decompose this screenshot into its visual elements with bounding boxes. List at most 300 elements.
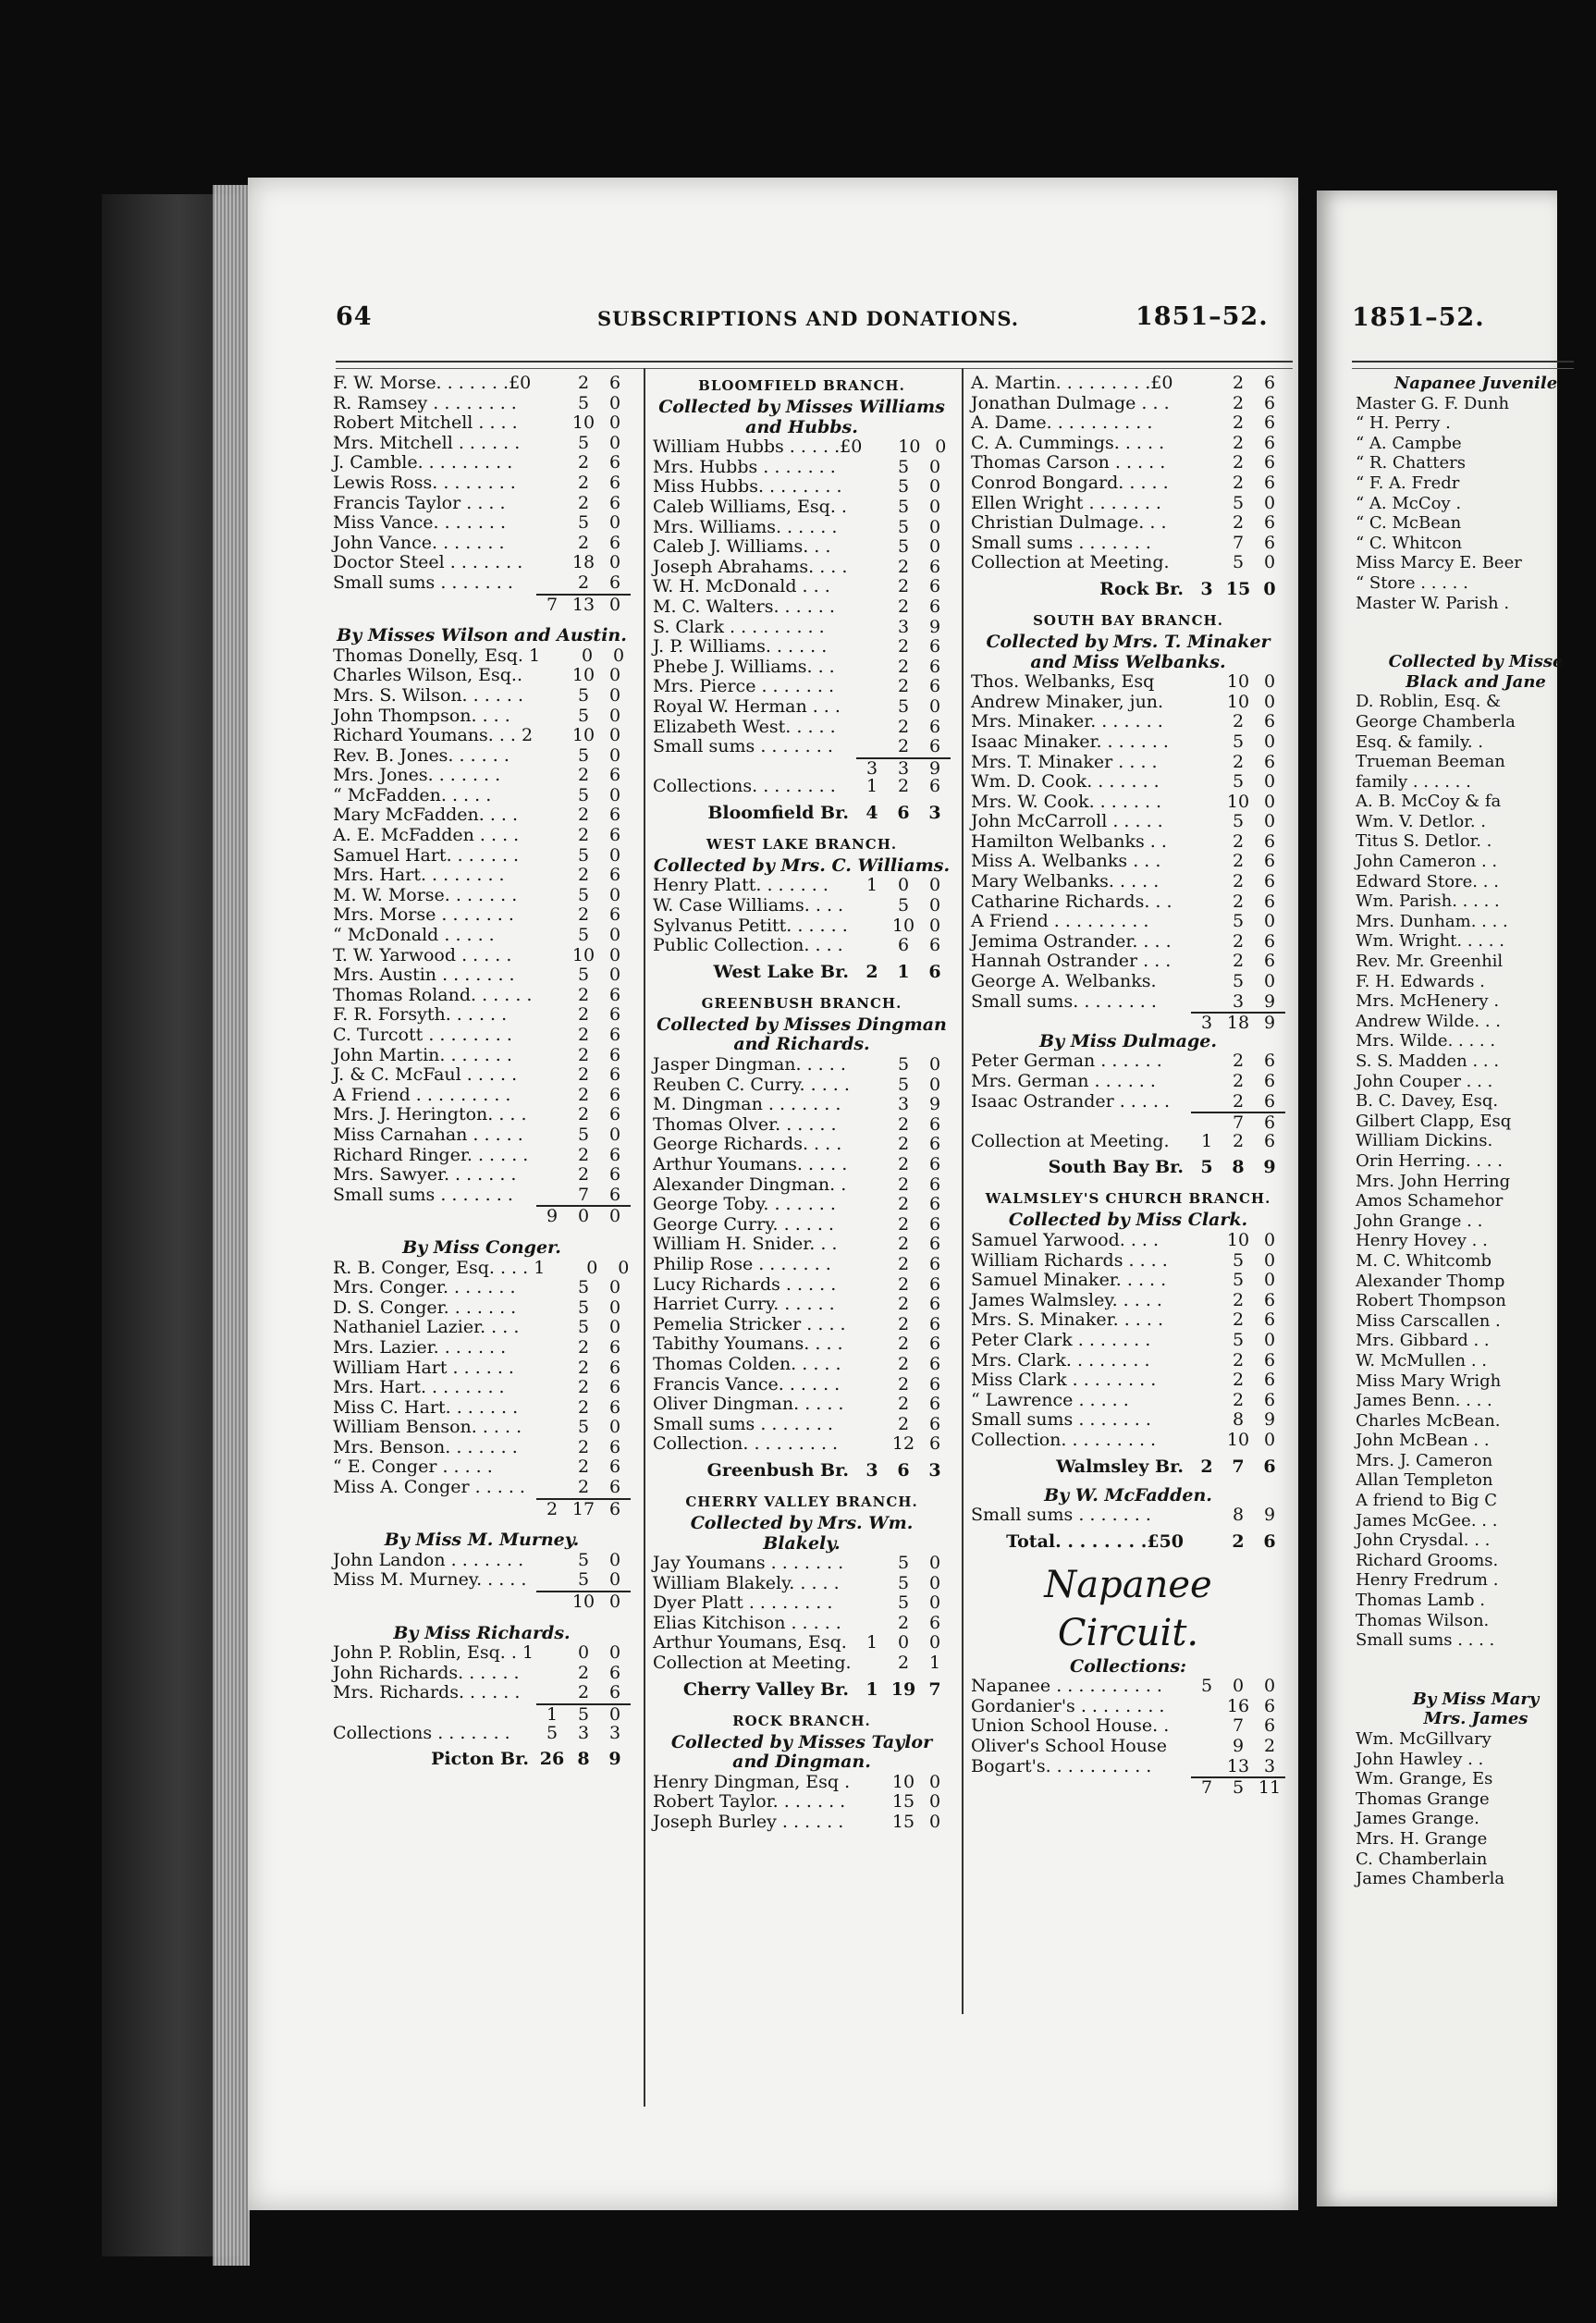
amount-cell: 3: [1200, 1013, 1213, 1034]
entry-name: Henry Platt. . . . . . .: [653, 875, 829, 896]
amount-cell: 7: [1232, 1112, 1245, 1134]
amount-cell: [856, 916, 888, 937]
amount: [536, 494, 631, 514]
subtotal-row: [333, 1205, 631, 1225]
amount: [1191, 453, 1285, 473]
amount-cell: 2: [1232, 1130, 1245, 1151]
amount-cell: [1191, 1431, 1222, 1451]
entry-name: Reuben C. Curry. . . . .: [653, 1074, 850, 1095]
amount-cell: 0: [608, 884, 621, 905]
amount-cell: 10: [1226, 1229, 1250, 1250]
amount-cell: 5: [1232, 971, 1245, 992]
entry-name: Thomas Wilson.: [1356, 1610, 1490, 1630]
entry-name: Collection. . . . . . . . .: [653, 1433, 839, 1455]
collector-heading: Collections:: [1069, 1655, 1187, 1677]
entry-row: [971, 1251, 1285, 1272]
amount-cell: 5: [1232, 552, 1245, 573]
amount-cell: 6: [1263, 392, 1276, 413]
entry-name: A. Dame. . . . . . . . . .: [971, 412, 1153, 434]
entry-row: [333, 513, 631, 534]
amount-cell: 6: [608, 452, 621, 473]
amount-cell: 4: [866, 802, 878, 823]
entry-name: Greenbush Br.: [706, 1459, 849, 1481]
amount: [1191, 413, 1285, 434]
amount-cell: 2: [897, 716, 910, 737]
entry-row: [333, 534, 631, 554]
amount-cell: 15: [891, 1791, 915, 1813]
entry-name: John McBean . .: [1356, 1431, 1490, 1451]
amount: [536, 553, 631, 573]
entry-name: A Friend . . . . . . . . .: [333, 1084, 511, 1105]
entry-name: Small sums . . . . . . .: [971, 1409, 1151, 1431]
amount-cell: [536, 534, 568, 554]
amount: [1191, 793, 1285, 813]
amount: [1191, 952, 1285, 972]
amount-cell: 0: [928, 1791, 941, 1813]
entry-name: Richard Ringer. . . . . .: [333, 1144, 529, 1165]
amount-cell: 2: [897, 1353, 910, 1374]
entry-name: Miss A. Welbanks . . .: [971, 851, 1161, 872]
amount-cell: 6: [608, 1498, 621, 1519]
list-item: [1356, 513, 1596, 534]
entry-name: Mrs. S. Wilson. . . . . .: [333, 684, 523, 706]
amount-cell: 2: [897, 676, 910, 697]
entry-row: [653, 1055, 951, 1075]
amount-cell: 6: [1263, 1289, 1276, 1310]
entry-row: [333, 553, 631, 573]
amount-cell: 6: [608, 1456, 621, 1478]
amount-cell: 6: [608, 1164, 621, 1186]
entry-name: Hannah Ostrander . . .: [971, 951, 1172, 972]
amount-cell: [540, 646, 571, 667]
spacer: [1356, 1651, 1596, 1664]
entry-name: Royal W. Herman . . .: [653, 695, 841, 717]
entry-name: Mary McFadden. . . .: [333, 805, 519, 826]
amount-cell: [536, 1358, 568, 1379]
amount: [1191, 1370, 1285, 1391]
entry-row: [971, 712, 1285, 732]
entry-row: [971, 1677, 1285, 1697]
amount: [856, 1455, 951, 1486]
amount-cell: 0: [608, 1549, 621, 1570]
amount-cell: [1191, 1370, 1222, 1391]
amount: [536, 726, 631, 746]
amount-cell: [856, 1135, 888, 1155]
amount-cell: [536, 1338, 568, 1358]
entry-name: Robert Mitchell . . . .: [333, 412, 518, 434]
entry-name: [971, 1776, 1191, 1797]
list-item: [1356, 1151, 1596, 1172]
list-item: [1356, 1611, 1596, 1631]
entry-row: [971, 553, 1285, 573]
entry-row: [971, 1370, 1285, 1391]
collector-heading: By Miss Mary: [1412, 1689, 1540, 1709]
entry-row: [653, 1614, 951, 1634]
list-item: [1356, 534, 1596, 554]
amount-cell: 6: [1263, 930, 1276, 952]
subtotal-row: [971, 1776, 1285, 1797]
entry-row: [333, 453, 631, 473]
entry-name: Mrs. Hart. . . . . . . .: [333, 1377, 505, 1398]
collector-heading: By Misses Wilson and Austin.: [337, 625, 627, 646]
amount-cell: [536, 1298, 568, 1319]
amount-cell: 0: [1263, 791, 1276, 812]
amount-cell: [1191, 453, 1222, 473]
amount-cell: 6: [608, 1357, 621, 1378]
amount-cell: [536, 1643, 568, 1664]
entry-name: [333, 1205, 536, 1225]
entry-name: Conrod Bongard. . . . .: [971, 472, 1169, 493]
entry-row: [333, 1338, 631, 1358]
header-rule: [1352, 361, 1574, 369]
amount-cell: [1191, 693, 1222, 713]
entry-row: [971, 832, 1285, 853]
amount: [1191, 1677, 1285, 1697]
entry-name: Catharine Richards. . .: [971, 891, 1172, 912]
spacer: [1356, 626, 1596, 639]
list-item: [1356, 1729, 1596, 1750]
amount-cell: [1191, 1716, 1222, 1737]
amount-cell: 5: [577, 884, 590, 905]
amount-cell: [1191, 1051, 1222, 1072]
entry-name: George Curry. . . . . .: [653, 1213, 834, 1235]
list-item: [1356, 752, 1596, 772]
amount-cell: 6: [1263, 1130, 1276, 1151]
amount-cell: 6: [1263, 532, 1276, 553]
entry-row: [653, 658, 951, 678]
amount-cell: 10: [571, 1592, 595, 1613]
amount: [856, 1653, 951, 1674]
amount-cell: 6: [608, 1436, 621, 1457]
entry-row: [971, 434, 1285, 454]
amount-cell: 2: [577, 1104, 590, 1125]
amount-cell: 5: [577, 705, 590, 726]
entry-row: [653, 1792, 951, 1813]
amount-cell: [1191, 1331, 1222, 1351]
amount-cell: 2: [1232, 930, 1245, 952]
amount-cell: 3: [1200, 578, 1213, 599]
entry-name: Oliver Dingman. . . . .: [653, 1394, 844, 1415]
amount-cell: 2: [577, 1377, 590, 1398]
amount-cell: 3: [608, 1722, 621, 1743]
amount-cell: 0: [608, 1317, 621, 1338]
amount-cell: 2: [897, 1134, 910, 1155]
list-item: [1356, 1291, 1596, 1311]
amount: [1191, 1410, 1285, 1431]
amount: [856, 1275, 951, 1296]
amount-cell: 2: [1232, 412, 1245, 434]
amount-cell: 2: [577, 825, 590, 846]
amount-cell: 6: [1263, 412, 1276, 434]
branch-total-row: [653, 956, 951, 988]
amount: [536, 1643, 631, 1664]
amount-cell: 6: [608, 984, 621, 1005]
amount-cell: 2: [577, 1025, 590, 1045]
amount: [856, 737, 951, 757]
amount: [856, 1674, 951, 1705]
branch-total-row: [653, 1674, 951, 1705]
amount-cell: 0: [1263, 811, 1276, 832]
amount-cell: [536, 1065, 568, 1086]
amount-cell: 6: [608, 1025, 621, 1045]
list-item: [1356, 1850, 1596, 1870]
amount-cell: [536, 707, 568, 727]
amount-cell: 5: [1232, 771, 1245, 793]
entry-name: Elizabeth West. . . . .: [653, 716, 836, 737]
amount-cell: 6: [928, 1194, 941, 1215]
entry-name: Charles Wilson, Esq..: [333, 665, 523, 686]
entry-name: Henry Hovey . .: [1356, 1231, 1488, 1251]
entry-row: [333, 1146, 631, 1166]
list-item: [1356, 1072, 1596, 1092]
amount-cell: 18: [571, 552, 595, 573]
entry-name: Hamilton Welbanks . .: [971, 830, 1167, 852]
amount-cell: 10: [1226, 1429, 1250, 1450]
amount: [536, 746, 631, 767]
amount-cell: 2: [1232, 1370, 1245, 1391]
amount-cell: [1191, 1697, 1222, 1717]
collector-heading: Black and Jane: [1406, 671, 1546, 692]
amount-cell: [1191, 872, 1222, 892]
entry-name: J. P. Williams. . . . . .: [653, 636, 828, 658]
amount-cell: [536, 513, 568, 534]
entry-row: [653, 896, 951, 916]
entry-name: Lucy Richards . . . . .: [653, 1273, 837, 1295]
amount-cell: [536, 926, 568, 946]
entry-name: Master G. F. Dunh: [1356, 393, 1510, 413]
amount-cell: 6: [608, 373, 621, 393]
amount-cell: 2: [1232, 1309, 1245, 1331]
amount-cell: [856, 637, 888, 658]
amount-cell: 2: [1232, 951, 1245, 972]
amount: [1191, 573, 1285, 605]
amount-cell: 1: [866, 1678, 878, 1700]
entry-name: Christian Dulmage. . .: [971, 512, 1167, 534]
entry-row: [333, 1438, 631, 1458]
amount-cell: [1191, 832, 1222, 853]
amount-cell: [536, 826, 568, 846]
branch-heading: CHERRY VALLEY BRANCH.: [685, 1493, 918, 1510]
amount-cell: [856, 1255, 888, 1275]
branch-heading: WEST LAKE BRANCH.: [706, 835, 898, 853]
list-item: [1356, 1131, 1596, 1151]
entry-row: [653, 936, 951, 956]
entry-row: [653, 1554, 951, 1574]
amount-cell: 6: [928, 656, 941, 677]
entry-row: [971, 1231, 1285, 1251]
amount-cell: 2: [577, 472, 590, 493]
amount-cell: 2: [897, 1154, 910, 1174]
amount: [536, 1418, 631, 1438]
list-item: [1356, 1570, 1596, 1591]
entry-name: [333, 594, 536, 614]
spacer: [1356, 613, 1596, 626]
entry-row: [333, 1105, 631, 1125]
amount-cell: 0: [586, 1257, 598, 1278]
amount-cell: 2: [897, 1113, 910, 1135]
amount: [856, 658, 951, 678]
amount-cell: [1191, 772, 1222, 793]
entry-name: William Hubbs . . . . .£0: [653, 436, 863, 458]
amount-cell: [856, 1415, 888, 1435]
entry-row: [333, 1086, 631, 1106]
entry-name: Isaac Ostrander . . . . .: [971, 1090, 1171, 1112]
amount: [856, 1215, 951, 1235]
list-item: [1356, 692, 1596, 712]
amount-cell: 3: [866, 1459, 878, 1481]
amount: [536, 1046, 631, 1066]
list-item: [1356, 434, 1596, 454]
amount: [1191, 812, 1285, 832]
amount-cell: 2: [577, 1044, 590, 1065]
entry-name: [971, 1112, 1191, 1132]
amount-cell: [536, 1005, 568, 1026]
amount-cell: 6: [1263, 851, 1276, 872]
entry-row: [333, 413, 631, 434]
amount-cell: 0: [928, 476, 941, 498]
amount-cell: 0: [928, 1054, 941, 1075]
amount: [856, 677, 951, 697]
entry-row: [653, 437, 951, 458]
amount-cell: 10: [1226, 671, 1250, 693]
amount: [1191, 1231, 1285, 1251]
collector-heading: By Miss M. Murney.: [384, 1530, 580, 1551]
amount-cell: 0: [1263, 578, 1276, 599]
amount-cell: 6: [1263, 1090, 1276, 1112]
amount-cell: [1191, 732, 1222, 753]
entry-row: [333, 1478, 631, 1498]
amount-cell: 0: [608, 725, 621, 746]
branch-total-row: [971, 1151, 1285, 1183]
amount-cell: 2: [577, 1436, 590, 1457]
amount-cell: 2: [1232, 891, 1245, 912]
amount-cell: 6: [928, 776, 941, 797]
amount-cell: [856, 896, 888, 916]
entry-name: George A. Welbanks.: [971, 971, 1157, 992]
amount-cell: 1: [866, 875, 878, 896]
amount-cell: 2: [897, 1194, 910, 1215]
amount-cell: 6: [928, 1234, 941, 1255]
amount: [856, 537, 951, 558]
list-item: [1356, 1191, 1596, 1211]
entry-name: Bloomfield Br.: [707, 802, 849, 823]
amount-cell: [536, 746, 568, 767]
amount-cell: 6: [608, 572, 621, 593]
list-item: [1356, 1351, 1596, 1371]
amount-cell: [536, 866, 568, 886]
amount-cell: 6: [608, 865, 621, 886]
entry-name: C. Chamberlain: [1356, 1849, 1488, 1869]
amount-cell: 12: [891, 1433, 915, 1455]
amount-cell: 2: [1232, 711, 1245, 732]
entry-name: James Walmsley. . . . .: [971, 1289, 1162, 1310]
amount: [1191, 732, 1285, 753]
entry-row: [653, 1593, 951, 1614]
entry-row: [333, 1186, 631, 1206]
entry-name: M. C. Walters. . . . . .: [653, 596, 835, 617]
amount-cell: 6: [1263, 1456, 1276, 1477]
amount: [856, 1155, 951, 1175]
entry-row: [333, 746, 631, 767]
amount-cell: 6: [928, 1213, 941, 1235]
entry-name: “ R. Chatters: [1356, 453, 1466, 473]
amount-cell: [1191, 1072, 1222, 1092]
entry-name: F. W. Morse. . . . . . .£0: [333, 373, 532, 393]
amount-cell: 15: [891, 1812, 915, 1833]
amount-cell: [1191, 812, 1222, 832]
amount-cell: 2: [1232, 751, 1245, 772]
entry-row: [333, 686, 631, 707]
amount: [536, 1683, 631, 1703]
entry-name: Napanee . . . . . . . . . .: [971, 1676, 1162, 1697]
entry-row: [653, 1395, 951, 1415]
entry-name: R. Ramsey . . . . . . . .: [333, 392, 517, 413]
amount-cell: [536, 453, 568, 473]
amount-cell: 5: [1200, 1676, 1213, 1697]
amount-cell: 5: [1232, 492, 1245, 513]
amount: [536, 1125, 631, 1146]
amount: [536, 926, 631, 946]
entry-name: Mrs. Williams. . . . . .: [653, 516, 838, 537]
amount-cell: 0: [608, 1277, 621, 1298]
amount: [1191, 1431, 1285, 1451]
entry-row: [971, 1351, 1285, 1371]
entry-name: John Couper . . .: [1356, 1071, 1493, 1091]
amount-cell: 10: [891, 1771, 915, 1792]
amount: [856, 577, 951, 597]
entry-row: [653, 1653, 951, 1674]
entry-name: Small sums . . . .: [1356, 1630, 1495, 1651]
amount: [1191, 1737, 1285, 1757]
amount-cell: 6: [1263, 452, 1276, 473]
amount-cell: 2: [1232, 432, 1245, 453]
amount-cell: 3: [928, 802, 941, 823]
amount-cell: [1191, 1271, 1222, 1291]
amount: [536, 1664, 631, 1684]
column-2: [653, 374, 951, 1833]
amount-cell: 9: [928, 1094, 941, 1115]
amount-cell: [1191, 434, 1222, 454]
list-item: [1356, 952, 1596, 972]
entry-name: R. B. Conger, Esq. . . . 1: [333, 1257, 546, 1278]
entry-name: John Vance. . . . . . .: [333, 532, 505, 553]
list-item: [1356, 553, 1596, 573]
amount-cell: 0: [928, 1771, 941, 1792]
entry-name: William H. Snider. . .: [653, 1234, 838, 1255]
entry-name: Mrs. J. Herington. . . .: [333, 1104, 527, 1125]
amount-cell: [856, 1195, 888, 1215]
amount-cell: [1191, 534, 1222, 554]
amount-cell: 6: [1263, 1051, 1276, 1072]
amount: [856, 1135, 951, 1155]
entry-name: Peter German . . . . . .: [971, 1051, 1162, 1072]
amount-cell: 6: [928, 1394, 941, 1415]
amount-cell: [1191, 1757, 1222, 1777]
amount: [536, 1318, 631, 1338]
entry-row: [653, 876, 951, 896]
entry-name: “ E. Conger . . . . .: [333, 1456, 493, 1478]
amount-cell: 9: [928, 757, 941, 779]
amount-cell: 2: [1232, 1530, 1245, 1552]
entry-row: [653, 498, 951, 518]
entry-row: [971, 872, 1285, 892]
list-item: [1356, 1371, 1596, 1392]
amount-cell: [1191, 374, 1222, 394]
amount-cell: 6: [1263, 1309, 1276, 1331]
amount-cell: 0: [1263, 671, 1276, 693]
amount-cell: 6: [928, 596, 941, 617]
amount-cell: [536, 1105, 568, 1125]
